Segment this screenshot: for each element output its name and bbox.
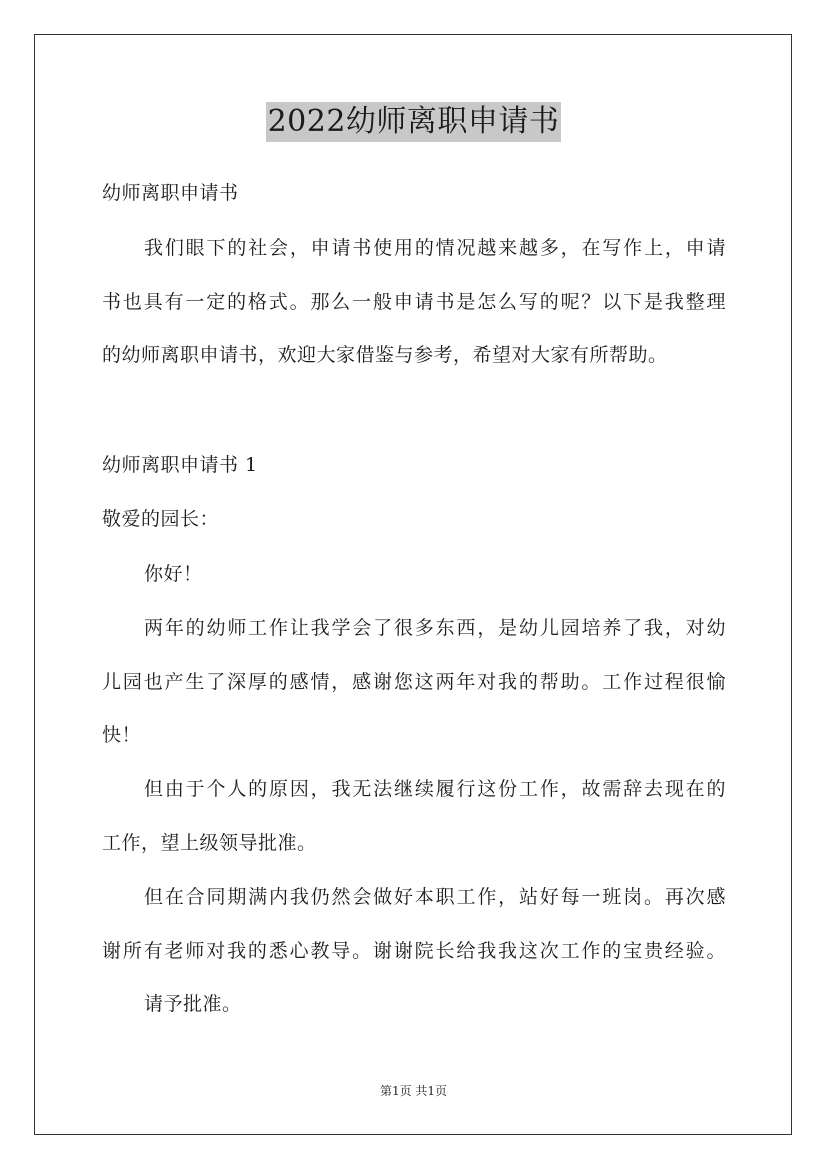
body-line: 但在合同期满内我仍然会做好本职工作，站好每一班岗。再次感 — [144, 886, 726, 908]
body-line: 谢所有老师对我的悉心教导。谢谢院长给我我这次工作的宝贵经验。 — [102, 940, 726, 962]
document-title: 2022幼师离职申请书 — [266, 102, 562, 142]
body-line: 但由于个人的原因，我无法继续履行这份工作，故需辞去现在的 — [144, 778, 726, 800]
greeting: 你好！ — [144, 563, 203, 585]
section-heading: 幼师离职申请书 1 — [102, 454, 258, 476]
intro-line: 书也具有一定的格式。那么一般申请书是怎么写的呢？以下是我整理 — [102, 291, 726, 313]
body-line: 请予批准。 — [144, 993, 242, 1015]
body-line: 快！ — [102, 724, 142, 746]
intro-line: 的幼师离职申请书，欢迎大家借鉴与参考，希望对大家有所帮助。 — [102, 344, 668, 366]
body-line: 工作，望上级领导批准。 — [102, 832, 317, 854]
body-line: 两年的幼师工作让我学会了很多东西，是幼儿园培养了我，对幼 — [144, 617, 726, 639]
body-line: 儿园也产生了深厚的感情，感谢您这两年对我的帮助。工作过程很愉 — [102, 671, 726, 693]
title-container — [0, 102, 827, 142]
document-subtitle: 幼师离职申请书 — [102, 182, 239, 204]
page-footer: 第1页 共1页 — [379, 1084, 448, 1098]
intro-line: 我们眼下的社会，申请书使用的情况越来越多，在写作上，申请 — [144, 237, 726, 259]
salutation: 敬爱的园长： — [102, 508, 220, 530]
